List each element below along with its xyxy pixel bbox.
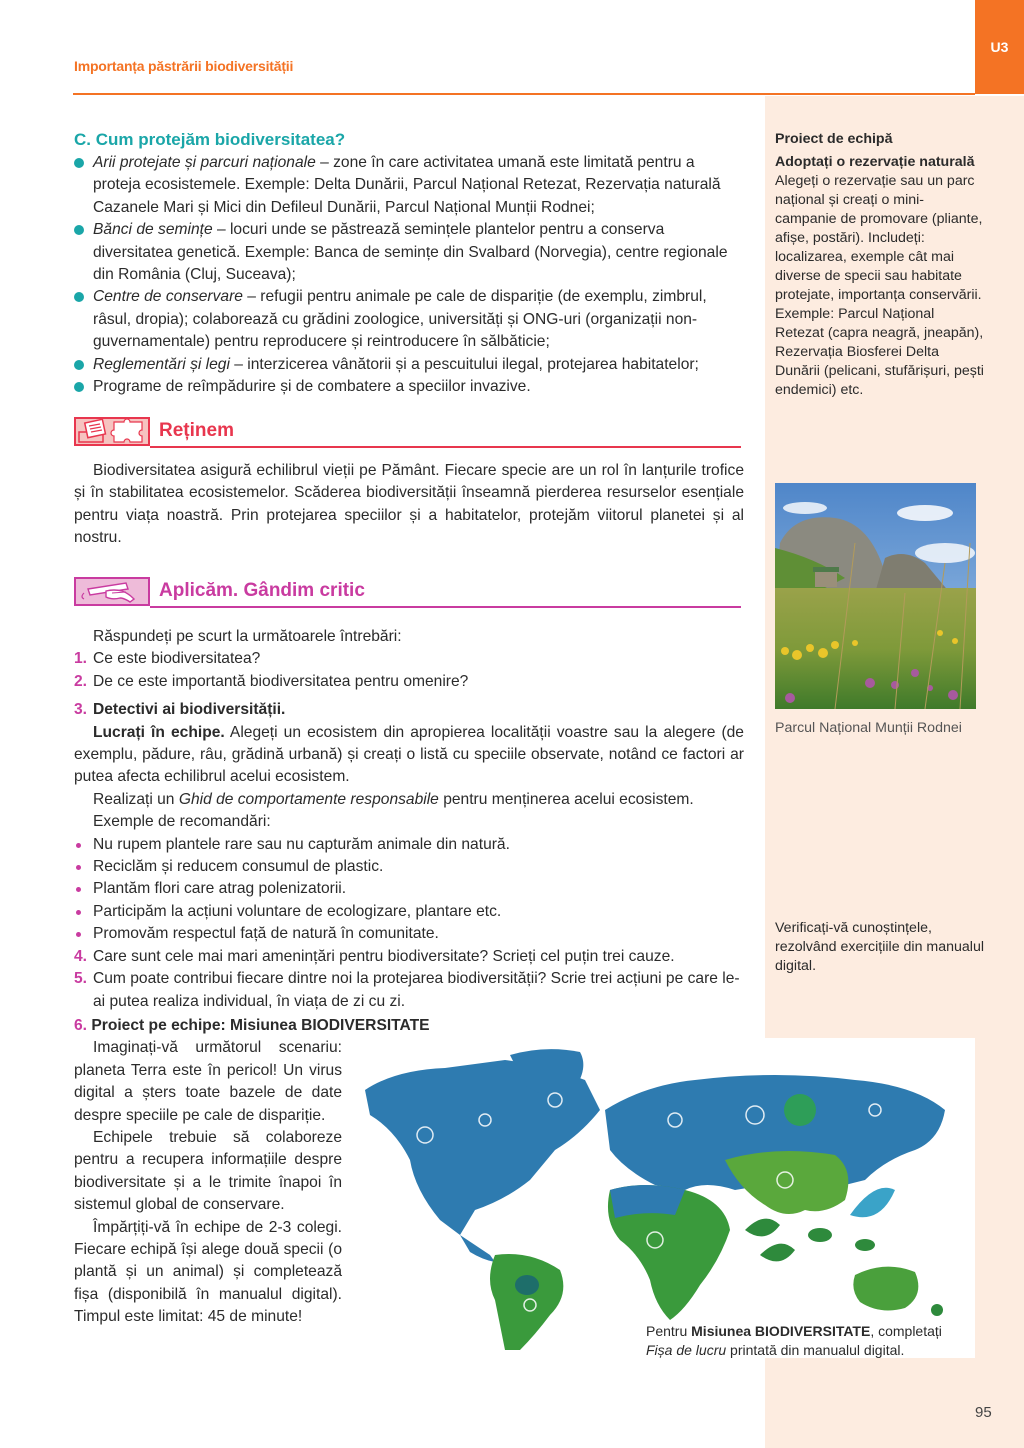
bullet-icon xyxy=(74,158,84,168)
guide-title: Ghid de comportamente responsabile xyxy=(178,790,439,808)
question-text: De ce este importantă biodiversitatea pentru omenire? xyxy=(93,672,469,690)
guide-text: Realizați un xyxy=(93,790,179,808)
project-title: Proiect pe echipe: Misiunea BIODIVERSITATE xyxy=(91,1017,430,1034)
caption-text: Pentru xyxy=(646,1323,692,1339)
term: Bănci de semințe xyxy=(93,221,213,239)
question-list-continued xyxy=(74,946,744,1013)
aplicam-section xyxy=(74,626,744,1013)
aplicam-intro: Răspundeți pe scurt la următoarele întrebări: xyxy=(93,628,402,645)
project-paragraph: Imaginați-vă următorul scenariu: planeta Terra este în pericol! Un virus digital a șters toate bazele de date despre speciile pe cale de dispariție. xyxy=(74,1039,342,1124)
project-paragraph: Echipele trebuie să colaboreze pentru a recupera informațiile despre biodiversitate și a le trimite înapoi în sistemul global de conservare. xyxy=(74,1129,342,1214)
term: Centre de conservare xyxy=(93,288,243,306)
list-item xyxy=(74,354,744,376)
description: Programe de reîmpădurire și de combatere a speciilor invazive. xyxy=(93,378,531,396)
list-item xyxy=(74,923,744,945)
list-item xyxy=(74,286,744,353)
question-text: Cum poate contribui fiecare dintre noi la protejarea biodiversității? Scrie trei acțiuni pe care le-ai putea realiza individual, în viața de zi cu zi. xyxy=(93,970,740,1010)
question-number: 4. xyxy=(74,947,88,965)
retinem-text: Biodiversitatea asigură echilibrul vieții pe Pământ. Fiecare specie are un rol în lanțurile trofice și în stabilitatea ecosistemelor. Scăderea biodiversității înseamnă pierderea resurselor esențiale pentru viața noastră. Prin protejarea speciilor și a habitatelor, protejăm viitorul planetei și al nostru. xyxy=(74,462,744,547)
term: Reglementări și legi xyxy=(93,355,230,373)
hand-writing-icon xyxy=(74,577,150,606)
sidebar-project xyxy=(775,153,985,400)
bullet-icon xyxy=(76,843,81,848)
guide-text: pentru menținerea acelui ecosistem. xyxy=(438,790,694,808)
bullet-icon xyxy=(74,382,84,392)
question-number: 6. xyxy=(74,1017,88,1034)
question-4 xyxy=(74,946,744,968)
list-item xyxy=(74,219,744,286)
description: – interzicerea vânătorii și a pescuitului ilegal, protejarea habitatelor; xyxy=(229,355,699,373)
list-item xyxy=(74,834,744,856)
retinem-box xyxy=(74,460,744,550)
biodiversity-world-map xyxy=(355,1040,975,1350)
q3-lead: Lucrați în echipe. xyxy=(93,723,225,741)
recommendation: Promovăm respectul față de natură în comunitate. xyxy=(93,925,439,943)
question-text: Ce este biodiversitatea? xyxy=(93,650,261,668)
question-number: 5. xyxy=(74,970,88,988)
term: Arii protejate și parcuri naționale xyxy=(93,154,316,171)
list-item xyxy=(74,901,744,923)
recommendations-list xyxy=(74,834,744,946)
green-patch xyxy=(784,1094,816,1126)
bullet-icon xyxy=(74,292,84,302)
examples-label: Exemple de recomandări: xyxy=(93,813,271,831)
question-1 xyxy=(74,648,744,670)
recommendation: Plantăm flori care atrag polenizatorii. xyxy=(93,880,347,898)
running-title: Importanța păstrării biodiversității xyxy=(74,58,294,74)
section-c-heading: C. Cum protejăm biodiversitatea? xyxy=(74,130,346,149)
aplicam-divider xyxy=(150,606,741,608)
sidebar-project-text: Alegeți o rezervație sau un parc național și creați o mini-campanie de promovare (pliante, afișe, postări). Includeți: localizarea, exemple cât mai diverse de specii sau habitate protejate, importanța conservării. Exemple: Parcul Național Retezat (capra neagră, jneapăn), Rezervația Biosferei Delta Dunării (pelicani, stufărișuri, pești endemici) etc. xyxy=(775,173,984,398)
island-shape xyxy=(855,1239,875,1251)
description: – locuri unde se păstrează semințele plantelor pentru a conserva diversitatea genetică. Exemple: Banca de semințe din Svalbard (Norvegia), centre regionale din România (Cluj, Suceava); xyxy=(93,221,728,284)
question-5 xyxy=(74,968,744,1013)
question-number: 3. xyxy=(74,701,88,719)
header-divider xyxy=(73,93,975,95)
section-c xyxy=(74,128,744,398)
leaf-shape xyxy=(745,1219,780,1237)
caption-worksheet: Fișa de lucru xyxy=(646,1342,727,1358)
island-shape xyxy=(808,1228,832,1242)
description: – zone în care activitatea umană este limitată pentru a proteja ecosistemele. Exemple: Delta Dunării, Parcul Național Retezat, Rezervația naturală Cazanele Mari și Mici din Defileul Dunării, Parcul Național Munții Rodnei; xyxy=(93,154,721,216)
question-3 xyxy=(74,699,744,721)
question-title: Detectivi ai biodiversității. xyxy=(93,701,286,719)
digital-exercises-note: Verificați-vă cunoștințele, rezolvând exercițiile din manualul digital. xyxy=(775,920,984,974)
project-6 xyxy=(74,1015,430,1329)
list-item xyxy=(74,376,744,398)
list-item xyxy=(74,878,744,900)
retinem-header xyxy=(74,417,741,449)
photo-caption: Parcul Național Munții Rodnei xyxy=(775,720,962,736)
bullet-icon xyxy=(74,225,84,235)
bullet-icon xyxy=(76,932,81,937)
central-america-shape xyxy=(460,1235,495,1262)
question-list xyxy=(74,648,744,721)
caption-text: printată din manualul digital. xyxy=(726,1342,905,1358)
south-asia-shape xyxy=(725,1151,848,1214)
question-number: 1. xyxy=(74,650,88,668)
question-text: Care sunt cele mai mari amenințări pentru biodiversitate? Scrieți cel puțin trei cauze. xyxy=(93,947,675,965)
question-2 xyxy=(74,671,744,693)
project-6-title xyxy=(74,1015,430,1037)
bullet-icon xyxy=(74,360,84,370)
recommendation: Participăm la acțiuni voluntare de ecologizare, plantare etc. xyxy=(93,902,502,920)
australia-shape xyxy=(853,1267,918,1311)
list-item xyxy=(74,856,744,878)
south-america-shape xyxy=(490,1254,563,1350)
q3-guide xyxy=(74,789,744,811)
sidebar-project-title: Adoptați o rezervație naturală xyxy=(775,154,975,170)
caption-text: , completați xyxy=(870,1323,942,1339)
caption-mission: Misiunea BIODIVERSITATE xyxy=(691,1323,871,1339)
description: – refugii pentru animale pe cale de dispariție (de exemplu, zimbrul, râsul, dropia); colaborează cu grădini zoologice, universități și ONG-uri (organizații non-guvernamentale) pentru reproducere și reintroducere în sălbăticie; xyxy=(93,288,707,351)
bullet-icon xyxy=(76,865,81,870)
unit-tab xyxy=(975,0,1024,94)
page-number: 95 xyxy=(975,1404,992,1421)
retinem-title: Reținem xyxy=(159,420,234,441)
bullet-icon xyxy=(76,887,81,892)
recommendation: Nu rupem plantele rare sau nu capturăm animale din natură. xyxy=(93,835,510,853)
q3-task xyxy=(74,722,744,789)
leaf-shape xyxy=(760,1244,795,1262)
notes-puzzle-icon xyxy=(74,417,150,446)
retinem-divider xyxy=(150,446,741,448)
map-caption xyxy=(646,1322,946,1360)
question-number: 2. xyxy=(74,672,88,690)
q3-lead-text: Alegeți un ecosistem din apropierea localității voastre sau la alegere (de exemplu, pădure, râu, grădină urbană) și creați o listă cu speciile observate, notând ce factori ar putea afecta echilibrul acelui ecosistem. xyxy=(74,723,744,786)
protection-list xyxy=(74,152,744,398)
leaf-shape xyxy=(850,1188,895,1217)
unit-label: U3 xyxy=(990,39,1009,55)
aplicam-title: Aplicăm. Gândim critic xyxy=(159,580,365,601)
park-photo xyxy=(775,483,976,709)
recommendation: Reciclăm și reducem consumul de plastic. xyxy=(93,858,384,876)
bullet-icon xyxy=(76,910,81,915)
list-item xyxy=(74,152,744,219)
project-paragraph: Împărțiți-vă în echipe de 2-3 colegi. Fiecare echipă își alege două specii (o plantă și un animal) și completează fișa (disponibilă în manualul digital). Timpul este limitat: 45 de minute! xyxy=(74,1218,342,1326)
sidebar-project-label: Proiect de echipă xyxy=(775,131,893,147)
aplicam-header xyxy=(74,577,741,609)
